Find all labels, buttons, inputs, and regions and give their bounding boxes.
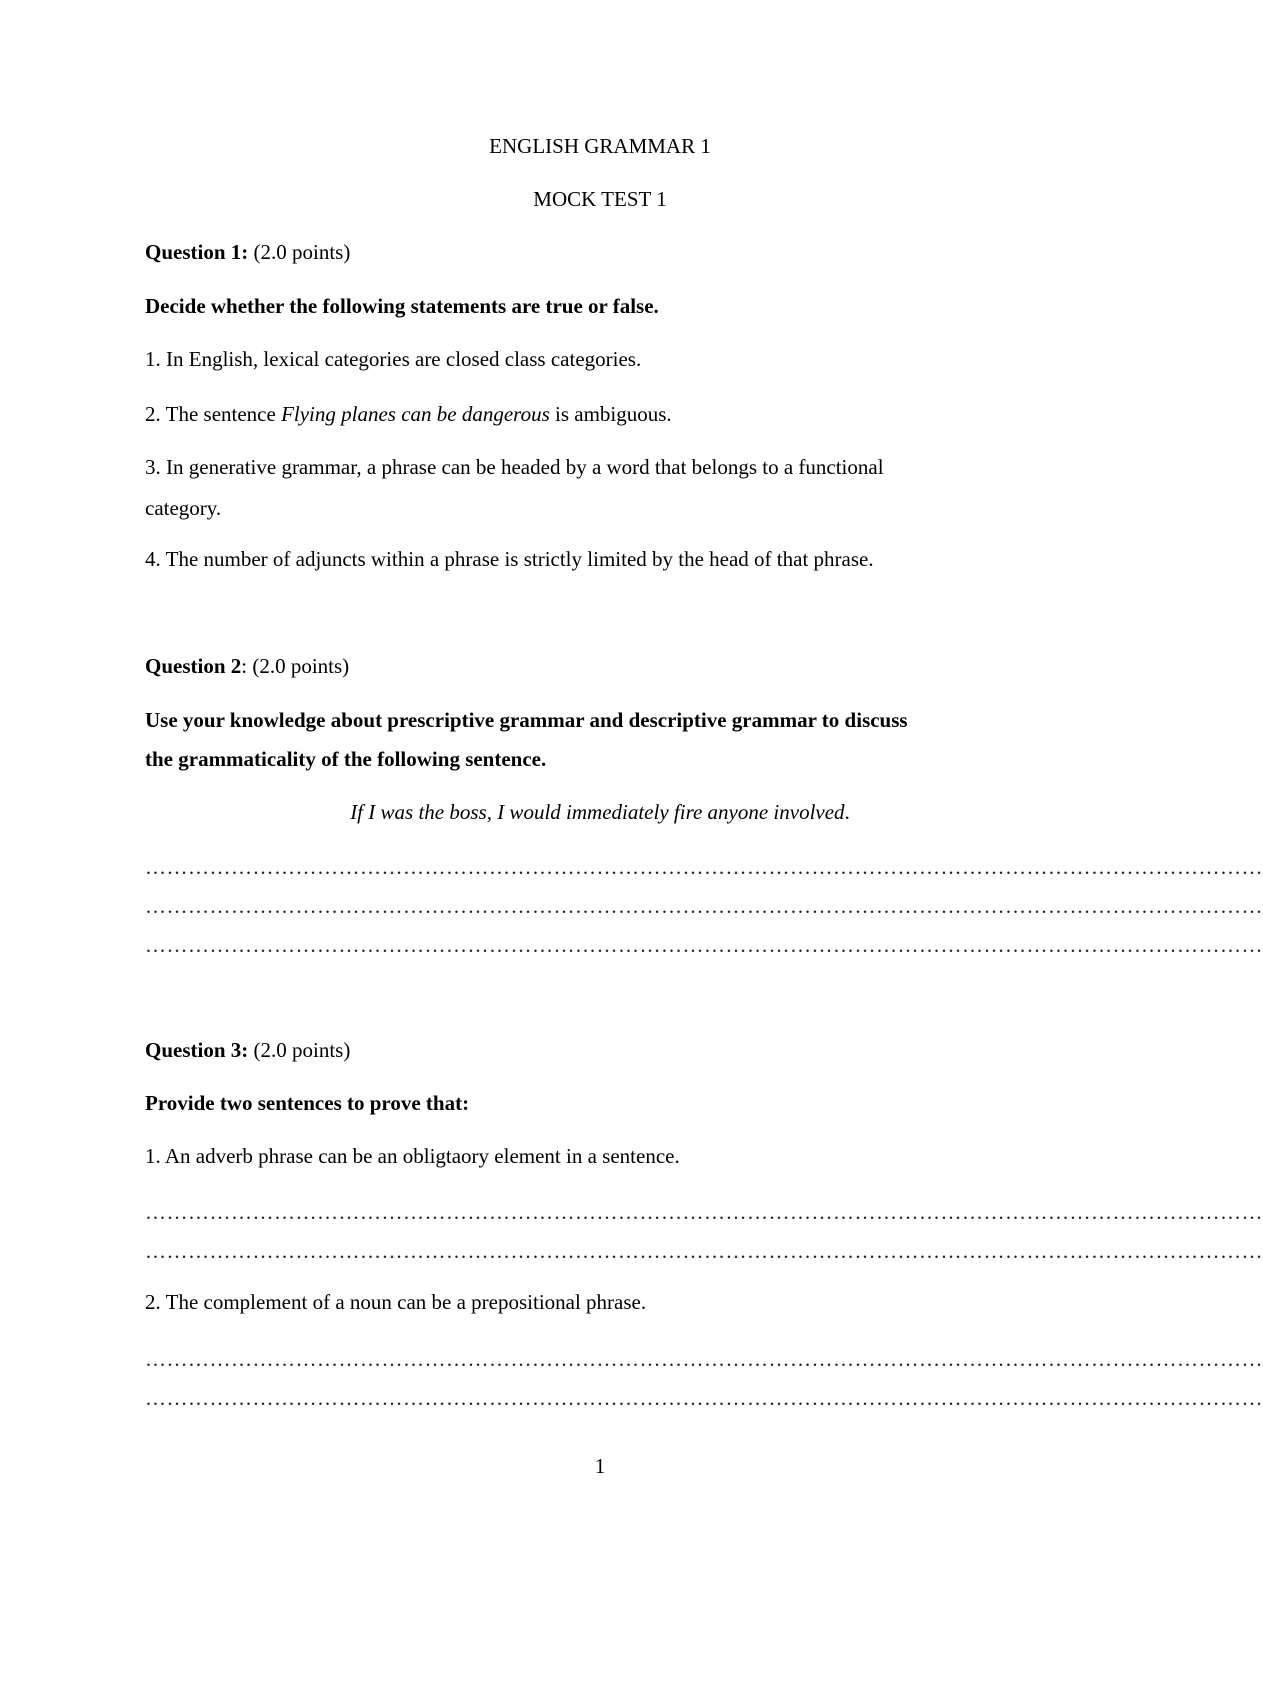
q1-statement-1: 1. In English, lexical categories are closed class categories. <box>145 347 642 371</box>
question-1-instruction: Decide whether the following statements are true or false. <box>145 294 659 318</box>
answer-line: ………………………………………………………………………………………………………………………………………… <box>145 1200 1263 1224</box>
page-number: 1 <box>594 1454 606 1478</box>
question-1-points: (2.0 points) <box>253 240 351 264</box>
q1-statement-3-line-2: category. <box>145 496 222 520</box>
q3-item-1: 1. An adverb phrase can be an obligtaory element in a sentence. <box>145 1144 680 1168</box>
question-3-instruction: Provide two sentences to prove that: <box>145 1091 470 1115</box>
question-2-sentence: If I was the boss, I would immediately fire anyone involved. <box>350 800 850 824</box>
question-1-label: Question 1: <box>145 240 249 264</box>
question-3-heading <box>145 1036 1045 1064</box>
answer-line: ………………………………………………………………………………………………………………………………………… <box>145 1347 1263 1371</box>
q3-item-2: 2. The complement of a noun can be a prepositional phrase. <box>145 1290 647 1314</box>
q1-statement-3-line-1: 3. In generative grammar, a phrase can be headed by a word that belongs to a functional <box>145 455 884 479</box>
question-2-label: Question 2 <box>145 654 242 678</box>
question-2-heading <box>145 652 1045 680</box>
answer-line: ………………………………………………………………………………………………………………………………………… <box>145 1386 1263 1410</box>
q1-statement-2: 2. The sentence Flying planes can be dangerous is ambiguous. <box>145 402 672 426</box>
answer-line: ………………………………………………………………………………………………………………………………………… <box>145 894 1263 918</box>
answer-line: ………………………………………………………………………………………………………………………………………… <box>145 933 1263 957</box>
question-2-points: : (2.0 points) <box>241 654 350 678</box>
answer-line: ………………………………………………………………………………………………………………………………………… <box>145 855 1263 879</box>
question-2-instruction-line-2: the grammaticality of the following sentence. <box>145 747 547 771</box>
example-sentence-italic: Flying planes can be dangerous <box>281 402 550 426</box>
document-subtitle: MOCK TEST 1 <box>533 187 667 211</box>
question-3-label: Question 3: <box>145 1038 249 1062</box>
question-2-instruction-line-1: Use your knowledge about prescriptive grammar and descriptive grammar to discuss <box>145 708 908 732</box>
answer-line: ………………………………………………………………………………………………………………………………………… <box>145 1239 1263 1263</box>
document-title: ENGLISH GRAMMAR 1 <box>489 134 711 158</box>
question-3-points: (2.0 points) <box>253 1038 351 1062</box>
q1-statement-4: 4. The number of adjuncts within a phrase is strictly limited by the head of that phrase. <box>145 547 874 571</box>
question-1-heading <box>145 238 1045 266</box>
